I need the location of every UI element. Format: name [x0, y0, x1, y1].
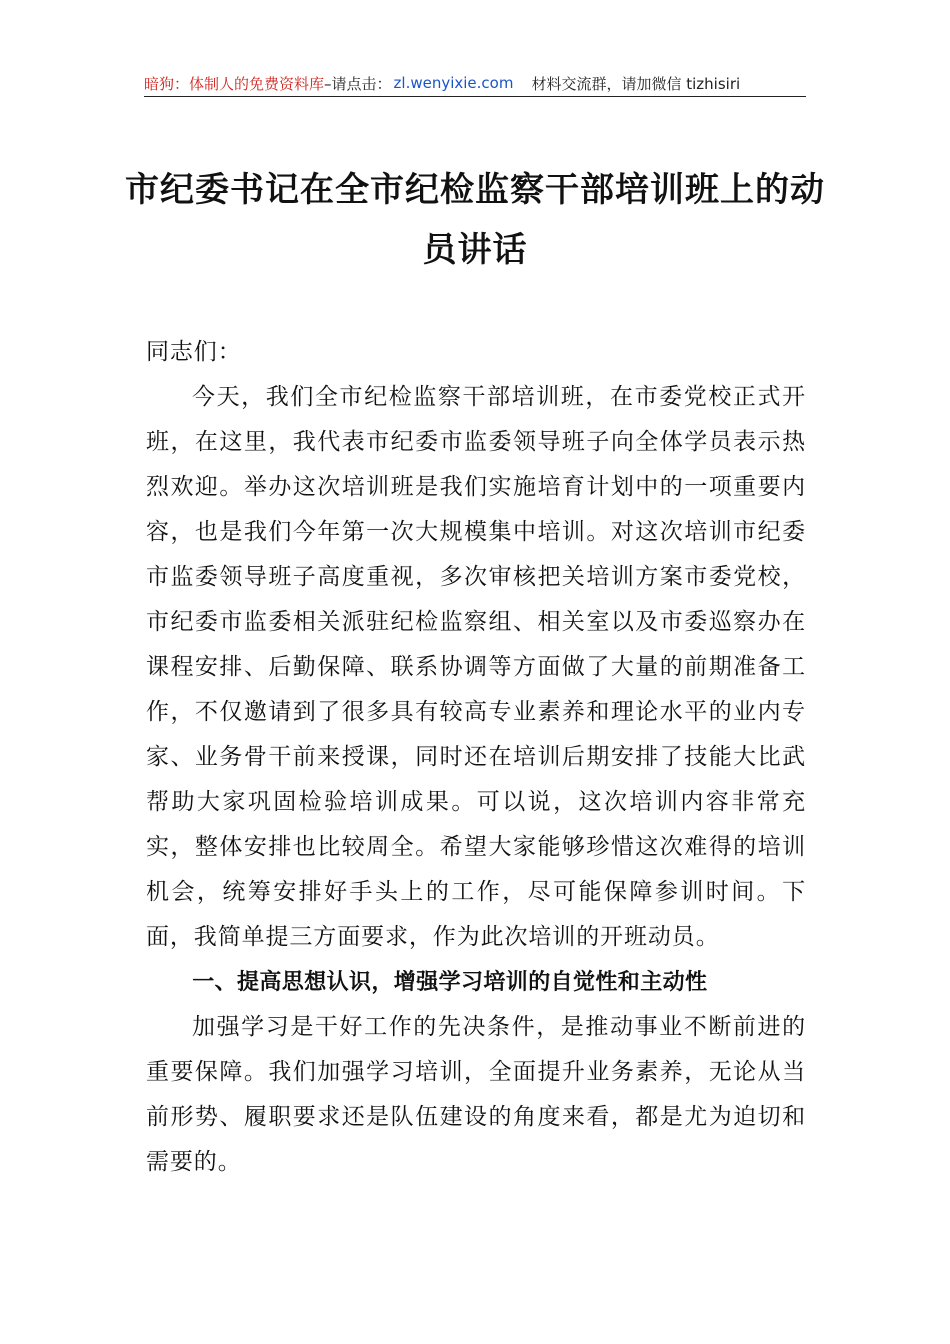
section-1-heading: 一、提高思想认识，增强学习培训的自觉性和主动性	[192, 970, 708, 995]
intro-paragraph: 今天，我们全市纪检监察干部培训班，在市委党校正式开班，在这里，我代表市纪委市监委领导班子向全体学员表示热烈欢迎。举办这次培训班是我们实施培育计划中的一项重要内容，也是我们今年第一次大规模集中培训。对这次培训市纪委市监委领导班子高度重视，多次审核把关培训方案市委党校，市纪委市监委相关派驻纪检监察组、相关室以及市委巡察办在课程安排、后勤保障、联系协调等方面做了大量的前期准备工作，不仅邀请到了很多具有较高专业素养和理论水平的业内专家、业务骨干前来授课，同时还在培训后期安排了技能大比武帮助大家巩固检验培训成果。可以说，这次培训内容非常充实，整体安排也比较周全。希望大家能够珍惜这次难得的培训机会，统筹安排好手头上的工作，尽可能保障参训时间。下面，我简单提三方面要求，作为此次培训的开班动员。	[146, 384, 806, 950]
document-title: 市纪委书记在全市纪检监察干部培训班上的动员讲话	[125, 170, 825, 270]
salutation: 同志们：	[146, 339, 242, 365]
section-1-paragraph: 加强学习是干好工作的先决条件，是推动事业不断前进的重要保障。我们加强学习培训，全面提升业务素养，无论从当前形势、履职要求还是队伍建设的角度来看，都是尤为迫切和需要的。	[146, 1014, 806, 1175]
header-click-prompt: –请点击：	[324, 74, 392, 93]
document-body	[146, 330, 806, 1185]
header-brand: 暗狗：体制人的免费资料库	[144, 74, 325, 93]
header-link[interactable]: zl.wenyixie.com	[393, 74, 514, 92]
page-header	[144, 70, 806, 97]
header-wechat-note: 材料交流群，请加微信 tizhisiri	[531, 74, 741, 93]
